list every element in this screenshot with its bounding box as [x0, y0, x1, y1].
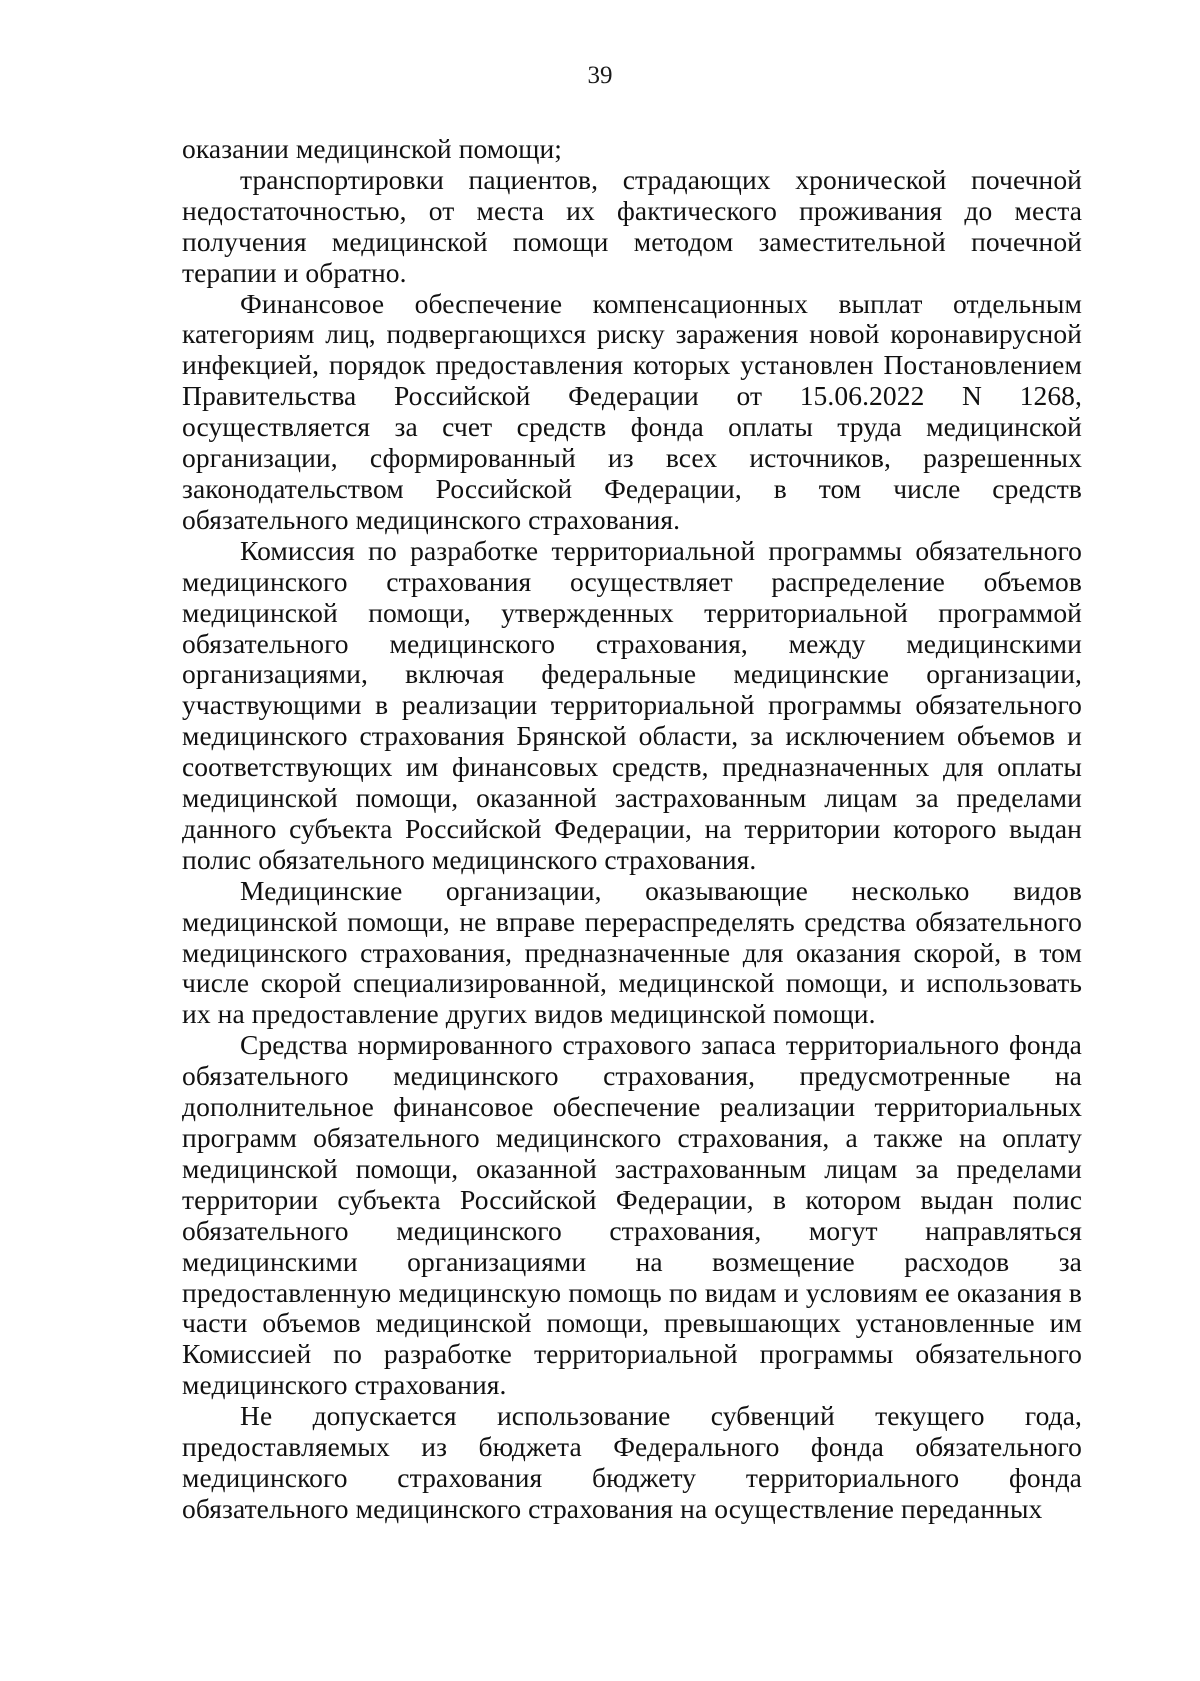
paragraph-2: транспортировки пациентов, страдающих хронической почечной недостаточностью, от места их фактического проживания до места получения медицинской помощи методом заместительной почечной терапии и обратно. — [182, 163, 1082, 288]
paragraph-6: Средства нормированного страхового запаса территориального фонда обязательного медицинского страхования, предусмотренные на дополнительное финансовое обеспечение реализации территориальных программ обязательного медицинского страхования, а также на оплату медицинской помощи, оказанной застрахованным лицам за пределами территории субъекта Российской Федерации, в котором выдан полис обязательного медицинского страхования, могут направляться медицинскими организациями на возмещение расходов за предоставленную медицинскую помощь по видам и условиям ее оказания в части объемов медицинской помощи, превышающих установленные им Комиссией по разработке территориальной программы обязательного медицинского страхования. — [182, 1029, 1082, 1401]
paragraph-7: Не допускается использование субвенций текущего года, предоставляемых из бюджета Федерального фонда обязательного медицинского страхования бюджету территориального фонда обязательного медицинского страхования на осуществление переданных — [182, 1400, 1082, 1524]
paragraph-3: Финансовое обеспечение компенсационных выплат отдельным категориям лиц, подвергающихся риску заражения новой коронавирусной инфекцией, порядок предоставления которых установлен Постановлением Правительства Российской Федерации от 15.06.2022 N 1268, осуществляется за счет средств фонда оплаты труда медицинской организации, сформированный из всех источников, разрешенных законодательством Российской Федерации, в том числе средств обязательного медицинского страхования. — [182, 287, 1082, 535]
document-body — [182, 134, 1082, 1525]
paragraph-4: Комиссия по разработке территориальной программы обязательного медицинского страхования осуществляет распределение объемов медицинской помощи, утвержденных территориальной программой обязательного медицинского страхования, между медицинскими организациями, включая федеральные медицинские организации, участвующими в реализации территориальной программы обязательного медицинского страхования Брянской области, за исключением объемов и соответствующих им финансовых средств, предназначенных для оплаты медицинской помощи, оказанной застрахованным лицам за пределами данного субъекта Российской Федерации, на территории которого выдан полис обязательного медицинского страхования. — [182, 534, 1082, 875]
paragraph-1: оказании медицинской помощи; — [182, 133, 563, 164]
paragraph-5: Медицинские организации, оказывающие несколько видов медицинской помощи, не вправе перераспределять средства обязательного медицинского страхования, предназначенные для оказания скорой, в том числе скорой специализированной, медицинской помощи, и использовать их на предоставление других видов медицинской помощи. — [182, 874, 1082, 1030]
page-number: 39 — [587, 62, 613, 89]
